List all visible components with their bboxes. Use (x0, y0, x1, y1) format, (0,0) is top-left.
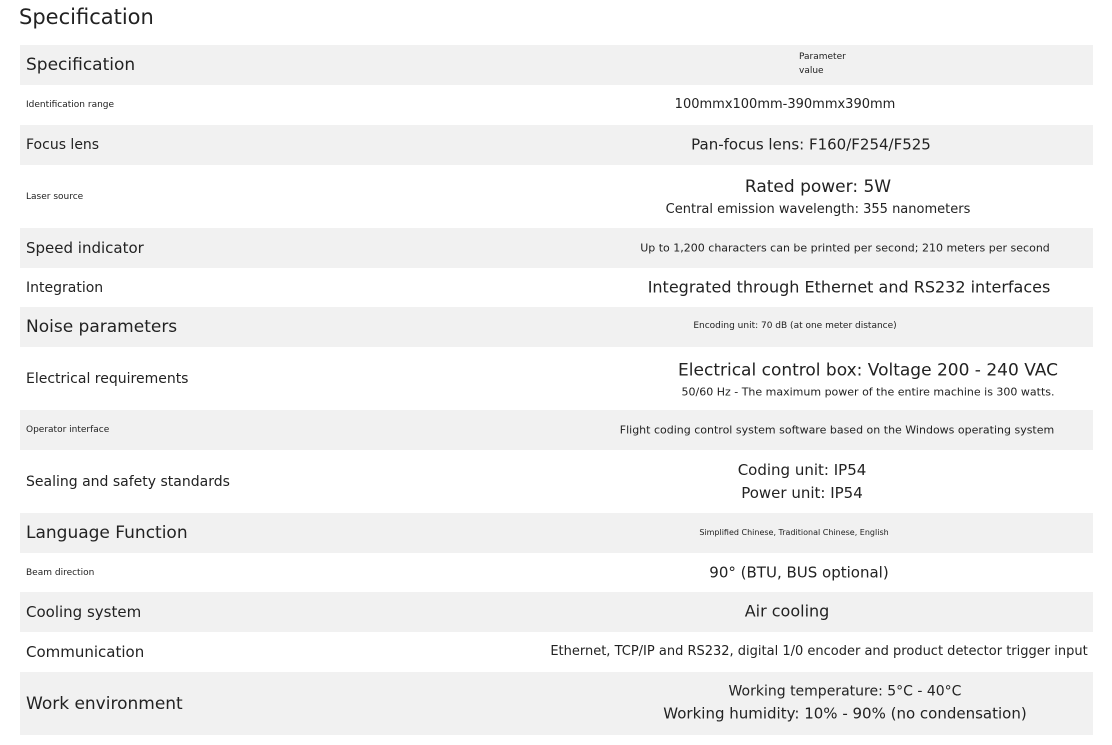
spec-value-line: 50/60 Hz - The maximum power of the entire machine is 300 watts. (681, 385, 1055, 399)
table-row (20, 165, 1093, 228)
table-row (20, 85, 1093, 125)
spec-value-line: Rated power: 5W (744, 176, 892, 197)
spec-value-line: Up to 1,200 characters can be printed per second; 210 meters per second (640, 241, 1050, 255)
spec-value-line: Integrated through Ethernet and RS232 interfaces (647, 277, 1051, 297)
spec-label: Cooling system (26, 603, 142, 621)
spec-value (745, 600, 830, 625)
spec-label: Communication (26, 643, 145, 661)
spec-value-line: 90° (BTU, BUS optional) (709, 562, 889, 581)
spec-label: Sealing and safety standards (26, 473, 230, 490)
spec-value-line: Coding unit: IP54 (737, 460, 867, 479)
spec-label: Beam direction (26, 567, 95, 578)
table-row (20, 268, 1093, 307)
spec-value-line: Working humidity: 10% - 90% (no condensation) (663, 704, 1027, 723)
spec-value (678, 357, 1058, 400)
table-row (20, 513, 1093, 553)
spec-label: Laser source (26, 191, 84, 202)
table-row (20, 553, 1093, 592)
spec-value-line: Air cooling (744, 601, 830, 621)
spec-label: Noise parameters (26, 317, 178, 337)
spec-value-line: Pan-focus lens: F160/F254/F525 (691, 135, 931, 154)
header-value-line: Parameter (799, 52, 846, 63)
spec-value-line: Simplified Chinese, Traditional Chinese, English (699, 527, 889, 537)
spec-label: Speed indicator (26, 239, 144, 257)
spec-value-line: Flight coding control system software based on the Windows operating system (619, 423, 1055, 437)
spec-value (709, 561, 888, 584)
spec-label: Operator interface (26, 425, 110, 435)
spec-value (648, 275, 1051, 300)
spec-label: Integration (26, 279, 104, 296)
table-row (20, 450, 1093, 513)
header-label: Specification (26, 55, 136, 75)
spec-label: Electrical requirements (26, 370, 189, 387)
spec-value (663, 681, 1026, 726)
table-row (20, 228, 1093, 268)
spec-value (550, 642, 1087, 662)
spec-value-line: 100mmx100mm-390mmx390mm (674, 96, 896, 112)
spec-value-line: Encoding unit: 70 dB (at one meter distance) (693, 321, 897, 332)
header-value (799, 51, 846, 79)
header-value-line: value (799, 66, 824, 76)
table-row (20, 307, 1093, 347)
page-title: Specification (19, 5, 154, 29)
spec-value-line: Central emission wavelength: 355 nanometers (665, 201, 971, 217)
spec-value (693, 320, 896, 334)
table-row (20, 672, 1093, 735)
spec-label: Language Function (26, 523, 188, 543)
spec-value-line: Ethernet, TCP/IP and RS232, digital 1/0 encoder and product detector trigger input (550, 643, 1088, 659)
spec-value-line: Power unit: IP54 (741, 483, 863, 502)
table-header-row (20, 45, 1093, 85)
table-row (20, 125, 1093, 165)
spec-value-line: Working temperature: 5°C - 40°C (728, 683, 962, 700)
spec-value-line: Electrical control box: Voltage 200 - 240 VAC (678, 359, 1058, 380)
table-row (20, 592, 1093, 632)
spec-label: Identification range (26, 100, 115, 110)
table-row (20, 410, 1093, 450)
spec-value (691, 133, 931, 156)
table-row (20, 347, 1093, 410)
spec-label: Work environment (26, 693, 183, 714)
spec-value (675, 95, 896, 115)
spec-value (666, 173, 971, 219)
table-row (20, 632, 1093, 672)
spec-value (738, 458, 867, 505)
spec-label: Focus lens (26, 137, 100, 153)
spec-value (620, 421, 1054, 438)
spec-value (640, 239, 1050, 256)
spec-table (20, 45, 1093, 735)
spec-value (699, 527, 888, 539)
